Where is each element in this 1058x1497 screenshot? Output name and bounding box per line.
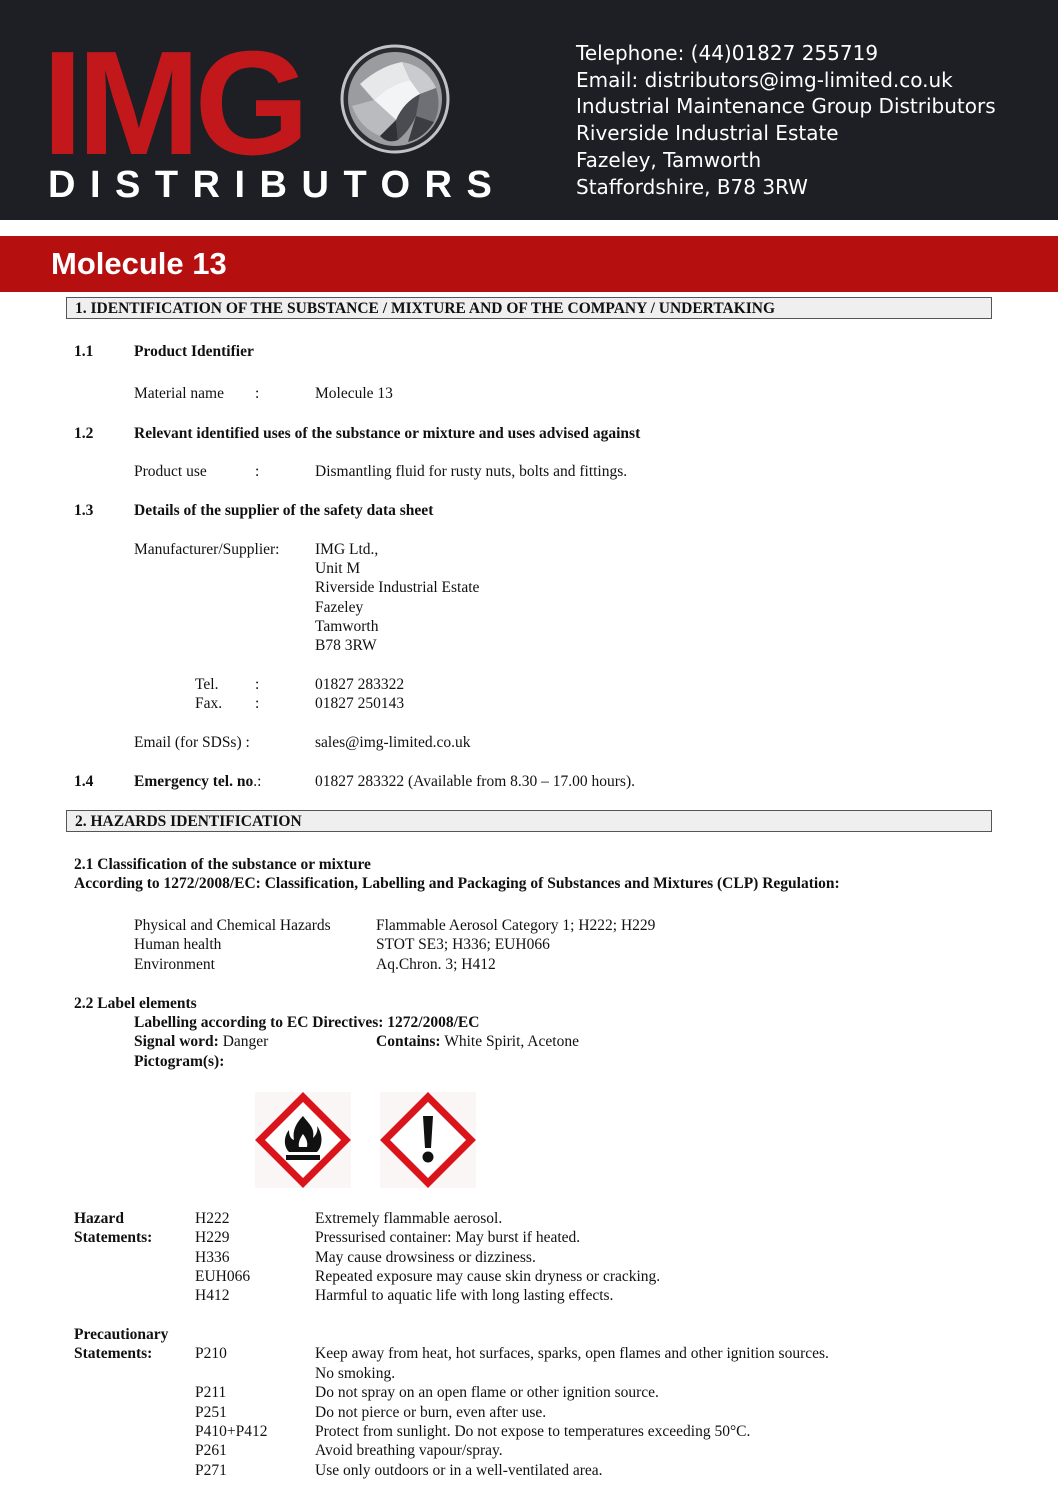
address-line: B78 3RW — [315, 637, 377, 654]
fax-label: Fax. — [195, 695, 223, 712]
email-value: sales@img-limited.co.uk — [315, 734, 471, 751]
labelling-text: Labelling according to EC Directives: 1272/2008/EC — [134, 1014, 480, 1031]
product-title: Molecule 13 — [51, 246, 227, 281]
section-1-heading — [66, 297, 992, 319]
emergency-label — [134, 772, 261, 791]
hazard-text: Pressurised container: May burst if heated. — [315, 1229, 581, 1246]
contact-telephone: Telephone: (44)01827 255719 — [576, 41, 879, 65]
material-name-colon: : — [255, 385, 260, 402]
s13-number: 1.3 — [74, 502, 94, 519]
address-line: Tamworth — [315, 618, 379, 635]
classification-value: Aq.Chron. 3; H412 — [376, 956, 496, 973]
logo-wordmark: IMG — [42, 21, 304, 186]
precaution-text: Protect from sunlight. Do not expose to temperatures exceeding 50°C. — [315, 1423, 751, 1440]
hazard-code: H336 — [195, 1249, 230, 1266]
header-divider — [0, 220, 1058, 236]
address-line: Riverside Industrial Estate — [315, 579, 480, 596]
precaution-code: P410+P412 — [195, 1423, 268, 1440]
contact-block — [576, 40, 1046, 200]
contains — [376, 1032, 579, 1051]
flame-pictogram-icon — [255, 1092, 351, 1188]
hazard-code: H229 — [195, 1229, 230, 1246]
material-name-label: Material name — [134, 385, 224, 402]
precaution-text: Keep away from heat, hot surfaces, sparks, open flames and other ignition sources. — [315, 1345, 829, 1362]
signal-word — [134, 1032, 268, 1051]
tel-label: Tel. — [195, 676, 219, 693]
hazard-label: Hazard — [74, 1210, 124, 1227]
signal-word-value: Danger — [222, 1033, 269, 1050]
precaution-label-2: Statements: — [74, 1345, 153, 1362]
product-use-colon: : — [255, 463, 260, 480]
precaution-text: No smoking. — [315, 1365, 396, 1382]
supplier-label: Manufacturer/Supplier: — [134, 541, 280, 558]
address-line: IMG Ltd., — [315, 541, 379, 558]
s11-number: 1.1 — [74, 343, 94, 360]
product-use-value: Dismantling fluid for rusty nuts, bolts and fittings. — [315, 463, 628, 480]
contact-address-3: Staffordshire, B78 3RW — [576, 174, 808, 199]
precaution-text: Do not pierce or burn, even after use. — [315, 1404, 547, 1421]
email-label: Email (for SDSs) : — [134, 734, 250, 751]
contact-address-1: Riverside Industrial Estate — [576, 121, 839, 146]
precaution-text: Use only outdoors or in a well-ventilated area. — [315, 1462, 603, 1479]
fax-colon: : — [255, 695, 260, 712]
hazard-code: H412 — [195, 1287, 230, 1304]
classification-label: Environment — [134, 956, 215, 973]
classification-value: STOT SE3; H336; EUH066 — [376, 936, 550, 953]
address-line: Fazeley — [315, 599, 364, 616]
hazard-text: Repeated exposure may cause skin dryness or cracking. — [315, 1268, 661, 1285]
address-line: Unit M — [315, 560, 361, 577]
precaution-code: P271 — [195, 1462, 227, 1479]
pictograms-label: Pictogram(s): — [134, 1053, 225, 1070]
hazard-text: Extremely flammable aerosol. — [315, 1210, 503, 1227]
precaution-code: P261 — [195, 1442, 227, 1459]
precaution-text: Do not spray on an open flame or other ignition source. — [315, 1384, 659, 1401]
emergency-value: 01827 283322 (Available from 8.30 – 17.00 hours). — [315, 773, 635, 790]
precaution-code: P210 — [195, 1345, 227, 1362]
tel-colon: : — [255, 676, 260, 693]
classification-label: Physical and Chemical Hazards — [134, 917, 331, 934]
tel-value: 01827 283322 — [315, 676, 405, 693]
product-use-label: Product use — [134, 463, 207, 480]
s22-title: 2.2 Label elements — [74, 995, 197, 1012]
section-1-heading-text: 1. IDENTIFICATION OF THE SUBSTANCE / MIXTURE AND OF THE COMPANY / UNDERTAKING — [75, 300, 776, 317]
fax-value: 01827 250143 — [315, 695, 405, 712]
contains-label: Contains: — [376, 1033, 441, 1050]
signal-word-label: Signal word: — [134, 1033, 219, 1050]
classification-label: Human health — [134, 936, 222, 953]
s12-title: Relevant identified uses of the substance or mixture and uses advised against — [134, 425, 641, 442]
hazard-code: EUH066 — [195, 1268, 251, 1285]
precaution-code: P251 — [195, 1404, 227, 1421]
precaution-label: Precautionary — [74, 1326, 169, 1343]
hazard-label-2: Statements: — [74, 1229, 153, 1246]
hazard-code: H222 — [195, 1210, 230, 1227]
hazard-text: Harmful to aquatic life with long lasting effects. — [315, 1287, 614, 1304]
globe-logo-icon — [340, 44, 450, 154]
section-2-heading — [66, 810, 992, 832]
contact-company: Industrial Maintenance Group Distributors — [576, 94, 996, 119]
contact-email: Email: distributors@img-limited.co.uk — [576, 67, 953, 92]
contains-value: White Spirit, Acetone — [444, 1033, 579, 1050]
emergency-label-bold: Emergency tel. no — [134, 773, 254, 790]
s14-number: 1.4 — [74, 773, 94, 790]
precaution-text: Avoid breathing vapour/spray. — [315, 1442, 503, 1459]
emergency-label-rest: .: — [253, 773, 262, 790]
s11-title: Product Identifier — [134, 343, 254, 360]
material-name-value: Molecule 13 — [315, 385, 393, 402]
section-2-heading-text: 2. HAZARDS IDENTIFICATION — [75, 813, 302, 830]
logo-subtitle: DISTRIBUTORS — [48, 164, 507, 206]
classification-value: Flammable Aerosol Category 1; H222; H229 — [376, 917, 656, 934]
precaution-code: P211 — [195, 1384, 227, 1401]
exclamation-pictogram-icon — [380, 1092, 476, 1188]
s21-title: 2.1 Classification of the substance or mixture — [74, 856, 371, 873]
s12-number: 1.2 — [74, 425, 94, 442]
s13-title: Details of the supplier of the safety data sheet — [134, 502, 434, 519]
hazard-text: May cause drowsiness or dizziness. — [315, 1249, 536, 1266]
s21-subtitle: According to 1272/2008/EC: Classification, Labelling and Packaging of Substances and Mixtures (CLP) Regulation: — [74, 875, 840, 892]
contact-address-2: Fazeley, Tamworth — [576, 147, 762, 172]
